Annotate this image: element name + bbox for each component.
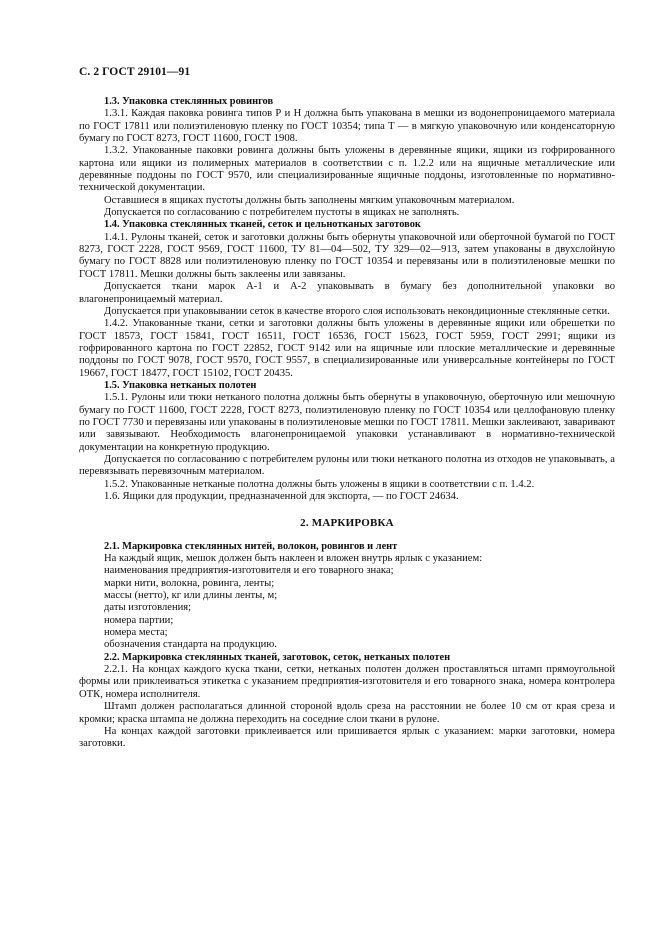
paragraph-2-2-1-stamp: Штамп должен располагаться длинной стороной вдоль среза на расстоянии не более 10 см от края среза и кромки; краска штампа не должна переходить на соседние слои ткани в рулоне. [79,701,615,725]
list-item: номера партии; [104,614,174,626]
paragraph-1-5-1: 1.5.1. Рулоны или тюки нетканого полотна должны быть обернуты в упаковочную, оберточную или мешочную бумагу по ГОСТ 11600, ГОСТ 2228, ГОСТ 8273, полиэтиленовую пленку по ГОСТ 10354 или целлофановую пленку по ГОСТ 7730 и перевязаны или упакованы в полиэтиленовые мешки по ГОСТ 17811. Мешки заклеивают, заваривают или завязывают. Необходимость влагонепроницаемой упаковки устанавливают в нормативно-технической документации на конкретную продукцию. [79,392,615,453]
list-item: массы (нетто), кг или длины ленты, м; [104,590,278,602]
document-body [79,96,615,751]
section-1-4-title: 1.4. Упаковка стеклянных тканей, сеток и цельнотканых заготовок [104,219,421,231]
paragraph-2-1: На каждый ящик, мешок должен быть наклеен и вложен внутрь ярлык с указанием: [104,553,483,565]
paragraph-1-3-2: 1.3.2. Упакованные паковки ровинга должны быть уложены в деревянные ящики, ящики из гофрированного картона или ящики из полимерных материалов в соответствии с п. 1.2.2 или на ящичные металлические или деревянные поддоны по ГОСТ 9570, или специализированные ящичные поддоны, изготовленные по нормативно-технической документации. [79,145,615,194]
paragraph-2-2-1: 2.2.1. На концах каждого куска ткани, сетки, нетканых полотен должен проставляться штамп прямоугольной формы или приклеиваться этикетка с указанием предприятия-изготовителя и его товарного знака, номера контролера ОТК, номера исполнителя. [79,664,615,700]
list-item: номера места; [104,627,168,639]
paragraph-1-4-2: 1.4.2. Упакованные ткани, сетки и заготовки должны быть уложены в деревянные ящики или обрешетки по ГОСТ 18573, ГОСТ 15841, ГОСТ 16511, ГОСТ 16536, ГОСТ 15623, ГОСТ 5959, ГОСТ 2991; ящики из гофрированного картона по ГОСТ 22852, ГОСТ 9142 или на ящичные или плоские металлические и деревянные поддоны по ГОСТ 9078, ГОСТ 9570, ГОСТ 9557, в специализированные или универсальные контейнеры по ГОСТ 19667, ГОСТ 18477, ГОСТ 15102, ГОСТ 20435. [79,318,615,379]
label-contents-list [79,565,615,651]
paragraph-1-4-1: 1.4.1. Рулоны тканей, сеток и заготовки должны быть обернуты упаковочной или оберточной бумагой по ГОСТ 8273, ГОСТ 2228, ГОСТ 9569, ГОСТ 11600, ТУ 81—04—502, ТУ 329—02—913, затем упакованы в двухслойную бумагу по ГОСТ 8828 или полиэтиленовую пленку по ГОСТ 10354 и перевязаны или в полиэтиленовые мешки по ГОСТ 17811. Мешки должны быть заклеены или завязаны. [79,231,615,280]
chapter-2-title: 2. МАРКИРОВКА [300,517,394,530]
list-item: наименования предприятия-изготовителя и его товарного знака; [104,565,394,577]
paragraph-1-4-1-nets: Допускается при упаковывании сеток в качестве второго слоя использовать некондиционные стеклянные сетки. [104,305,610,317]
section-1-5-title: 1.5. Упаковка нетканых полотен [104,379,257,391]
section-1-3-title: 1.3. Упаковка стеклянных ровингов [104,96,274,107]
page-header: С. 2 ГОСТ 29101—91 [79,66,191,78]
paragraph-1-3-1: 1.3.1. Каждая паковка ровинга типов Р и Н должна быть упакована в мешки из водонепроницаемого материала по ГОСТ 17811 или полиэтиленовую пленку по ГОСТ 10354; типа Т — в мягкую упаковочную или конденсаторную бумагу по ГОСТ 8273, ГОСТ 11600, ГОСТ 1908. [79,108,615,145]
list-item: марки нити, волокна, ровинга, ленты; [104,577,275,589]
list-item: даты изготовления; [104,602,192,614]
paragraph-1-3-2-voids: Оставшиеся в ящиках пустоты должны быть заполнены мягким упаковочным материалом. [104,194,515,206]
paragraph-1-5-1-waste: Допускается по согласованию с потребителем рулоны или тюки нетканого полотна из отходов не упаковывать, а перевязывать перевязочным материалом. [79,453,615,478]
list-item: обозначения стандарта на продукцию. [104,639,277,651]
paragraph-1-6: 1.6. Ящики для продукции, предназначенной для экспорта, — по ГОСТ 24634. [104,491,459,502]
paragraph-1-5-2: 1.5.2. Упакованные нетканые полотна должны быть уложены в ящики в соответствии с п. 1.4.2. [104,478,535,490]
section-2-1-title: 2.1. Маркировка стеклянных нитей, волокон, ровингов и лент [104,540,398,552]
section-2-2-title: 2.2. Маркировка стеклянных тканей, заготовок, сеток, нетканых полотен [104,651,451,663]
paragraph-2-2-1-blanks: На концах каждой заготовки приклеивается или пришивается ярлык с указанием: марки заготовки, номера заготовки. [79,725,615,750]
paragraph-1-4-1-fabrics: Допускается ткани марок А-1 и А-2 упаковывать в бумагу без дополнительной упаковки во влагонепроницаемый материал. [79,281,615,305]
paragraph-1-3-2-allowance: Допускается по согласованию с потребителем пустоты в ящиках не заполнять. [104,207,460,219]
